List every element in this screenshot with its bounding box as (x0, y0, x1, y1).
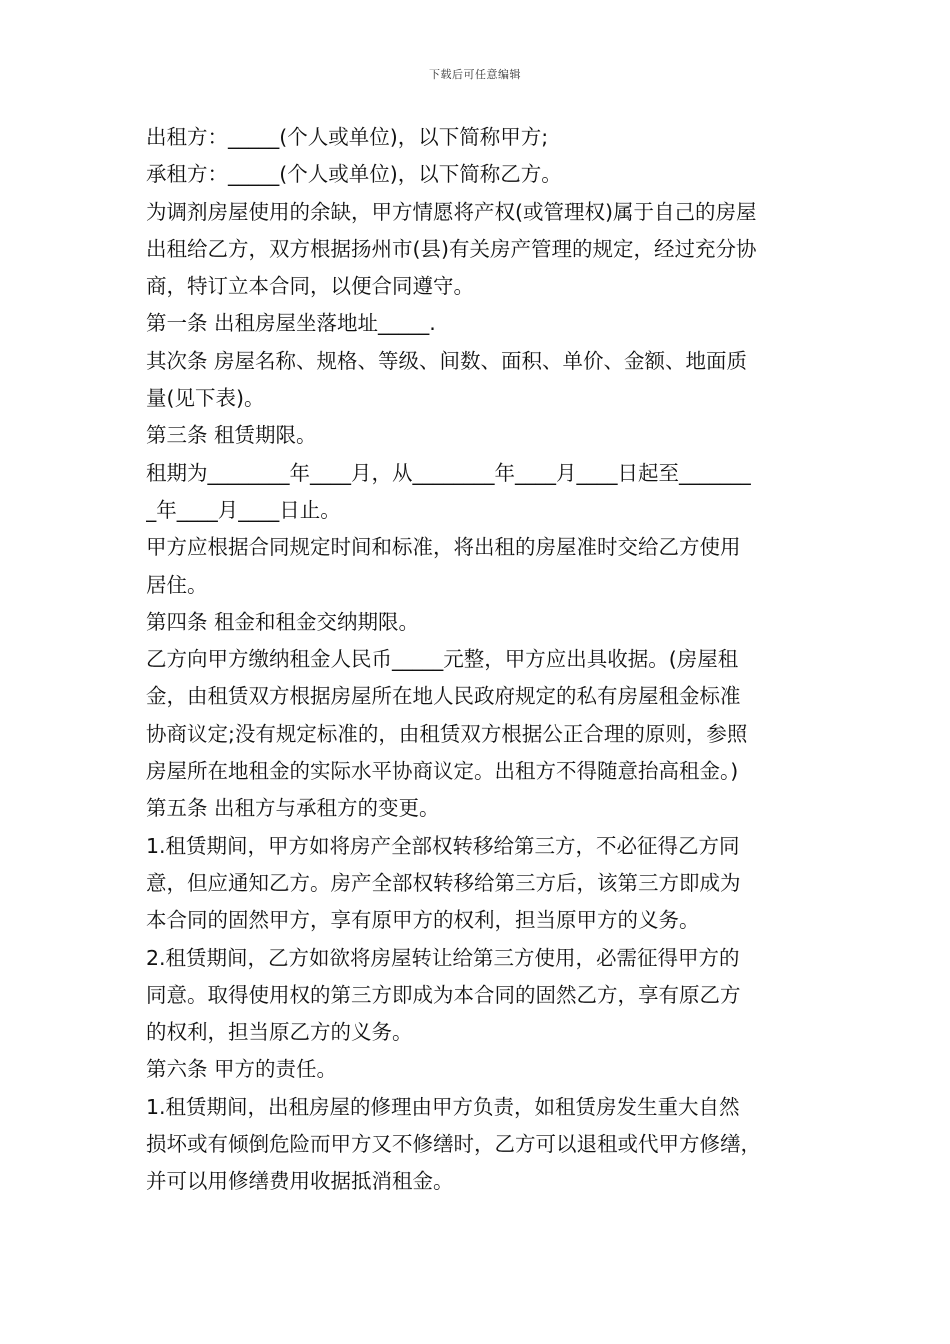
text-line: 出租给乙方，双方根据扬州市(县)有关房产管理的规定，经过充分协 (146, 236, 757, 261)
text-line: 并可以用修缮费用收据抵消租金。 (146, 1169, 454, 1194)
text-line: 2.租赁期间，乙方如欲将房屋转让给第三方使用，必需征得甲方的 (146, 945, 740, 970)
page-header-note: 下载后可任意编辑 (429, 68, 521, 81)
text-line: 甲方应根据合同规定时间和标准，将出租的房屋准时交给乙方使用 (146, 535, 741, 560)
text-line: 房屋所在地租金的实际水平协商议定。出租方不得随意抬高租金。) (146, 759, 739, 784)
text-line: 为调剂房屋使用的余缺，甲方情愿将产权(或管理权)属于自己的房屋 (146, 199, 757, 224)
text-line: 第四条 租金和租金交纳期限。 (146, 609, 420, 634)
text-line: 居住。 (146, 572, 208, 597)
text-line: 第三条 租赁期限。 (146, 423, 317, 448)
text-line: 第一条 出租房屋坐落地址_____. (146, 311, 436, 336)
text-line: 第六条 甲方的责任。 (146, 1057, 338, 1082)
text-line: 第五条 出租方与承租方的变更。 (146, 796, 440, 821)
text-line: 租期为________年____月，从________年____月____日起至_______ (146, 460, 751, 485)
text-line: 意，但应通知乙方。房产全部权转移给第三方后，该第三方即成为 (146, 870, 741, 895)
text-line: 其次条 房屋名称、规格、等级、间数、面积、单价、金额、地面质 (146, 348, 748, 373)
text-line: 量(见下表)。 (146, 386, 265, 411)
text-line: 1.租赁期间，出租房屋的修理由甲方负责，如租赁房发生重大自然 (146, 1094, 740, 1119)
text-line: 的权利，担当原乙方的义务。 (146, 1020, 413, 1045)
text-line: 同意。取得使用权的第三方即成为本合同的固然乙方，享有原乙方 (146, 982, 741, 1007)
text-line: 商，特订立本合同，以便合同遵守。 (146, 274, 474, 299)
text-line: 协商议定;没有规定标准的，由租赁双方根据公正合理的原则，参照 (146, 721, 748, 746)
text-line: _年____月____日止。 (146, 497, 341, 522)
text-line: 损坏或有倾倒危险而甲方又不修缮时，乙方可以退租或代甲方修缮， (146, 1132, 761, 1157)
text-line: 本合同的固然甲方，享有原甲方的权利，担当原甲方的义务。 (146, 908, 700, 933)
text-line: 承租方：_____(个人或单位)，以下简称乙方。 (146, 162, 562, 187)
document-body (146, 119, 811, 1201)
text-line: 1.租赁期间，甲方如将房产全部权转移给第三方，不必征得乙方同 (146, 833, 740, 858)
text-line: 乙方向甲方缴纳租金人民币_____元整，甲方应出具收据。(房屋租 (146, 647, 739, 672)
text-line: 金，由租赁双方根据房屋所在地人民政府规定的私有房屋租金标准 (146, 684, 741, 709)
text-line: 出租方：_____(个人或单位)，以下简称甲方; (146, 125, 549, 149)
